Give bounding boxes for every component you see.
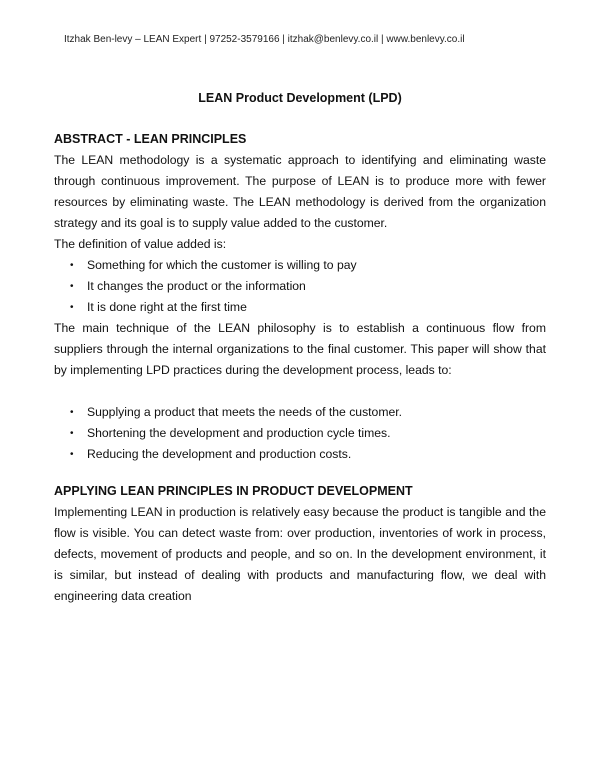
applying-heading: APPLYING LEAN PRINCIPLES IN PRODUCT DEVELOPMENT: [54, 484, 413, 498]
bullet-icon: •: [70, 302, 74, 313]
document-body: [54, 129, 546, 607]
spacer: [54, 381, 546, 402]
bullet-icon: •: [70, 449, 74, 460]
value-added-list: [54, 255, 546, 318]
list-item: [54, 276, 546, 297]
list-item-text: Supplying a product that meets the needs of the customer.: [87, 405, 403, 419]
bullet-icon: •: [70, 281, 74, 292]
spacer: [54, 465, 546, 481]
main-technique-paragraph: The main technique of the LEAN philosophy is to establish a continuous flow from suppliers through the internal organizations to the final customer. This paper will show that by implementing LPD practices during the development process, leads to:: [54, 321, 546, 377]
list-item-text: It changes the product or the information: [87, 279, 306, 293]
benefits-list: [54, 402, 546, 465]
list-item: [54, 255, 546, 276]
list-item-text: Something for which the customer is willing to pay: [87, 258, 357, 272]
list-item: [54, 402, 546, 423]
list-item-text: Shortening the development and production cycle times.: [87, 426, 391, 440]
list-item: [54, 444, 546, 465]
bullet-icon: •: [70, 428, 74, 439]
document-title: LEAN Product Development (LPD): [198, 91, 402, 105]
definition-intro: The definition of value added is:: [54, 237, 227, 251]
abstract-heading: ABSTRACT - LEAN PRINCIPLES: [54, 132, 247, 146]
list-item-text: It is done right at the first time: [87, 300, 247, 314]
applying-paragraph: Implementing LEAN in production is relatively easy because the product is tangible and the flow is visible. You can detect waste from: over production, inventories of work in process, defects, movement of products and people, and so on. In the development environment, it is similar, but instead of dealing with products and manufacturing flow, we deal with engineering data creation: [54, 505, 546, 603]
abstract-paragraph: The LEAN methodology is a systematic approach to identifying and eliminating waste through continuous improvement. The purpose of LEAN is to produce more with fewer resources by eliminating waste. The LEAN methodology is derived from the organization strategy and its goal is to supply value added to the customer.: [54, 153, 546, 230]
bullet-icon: •: [70, 260, 74, 271]
bullet-icon: •: [70, 407, 74, 418]
page-header: Itzhak Ben-levy – LEAN Expert | 97252-3579166 | itzhak@benlevy.co.il | www.benlevy.co.il: [64, 34, 465, 45]
list-item-text: Reducing the development and production costs.: [87, 447, 352, 461]
list-item: [54, 297, 546, 318]
list-item: [54, 423, 546, 444]
